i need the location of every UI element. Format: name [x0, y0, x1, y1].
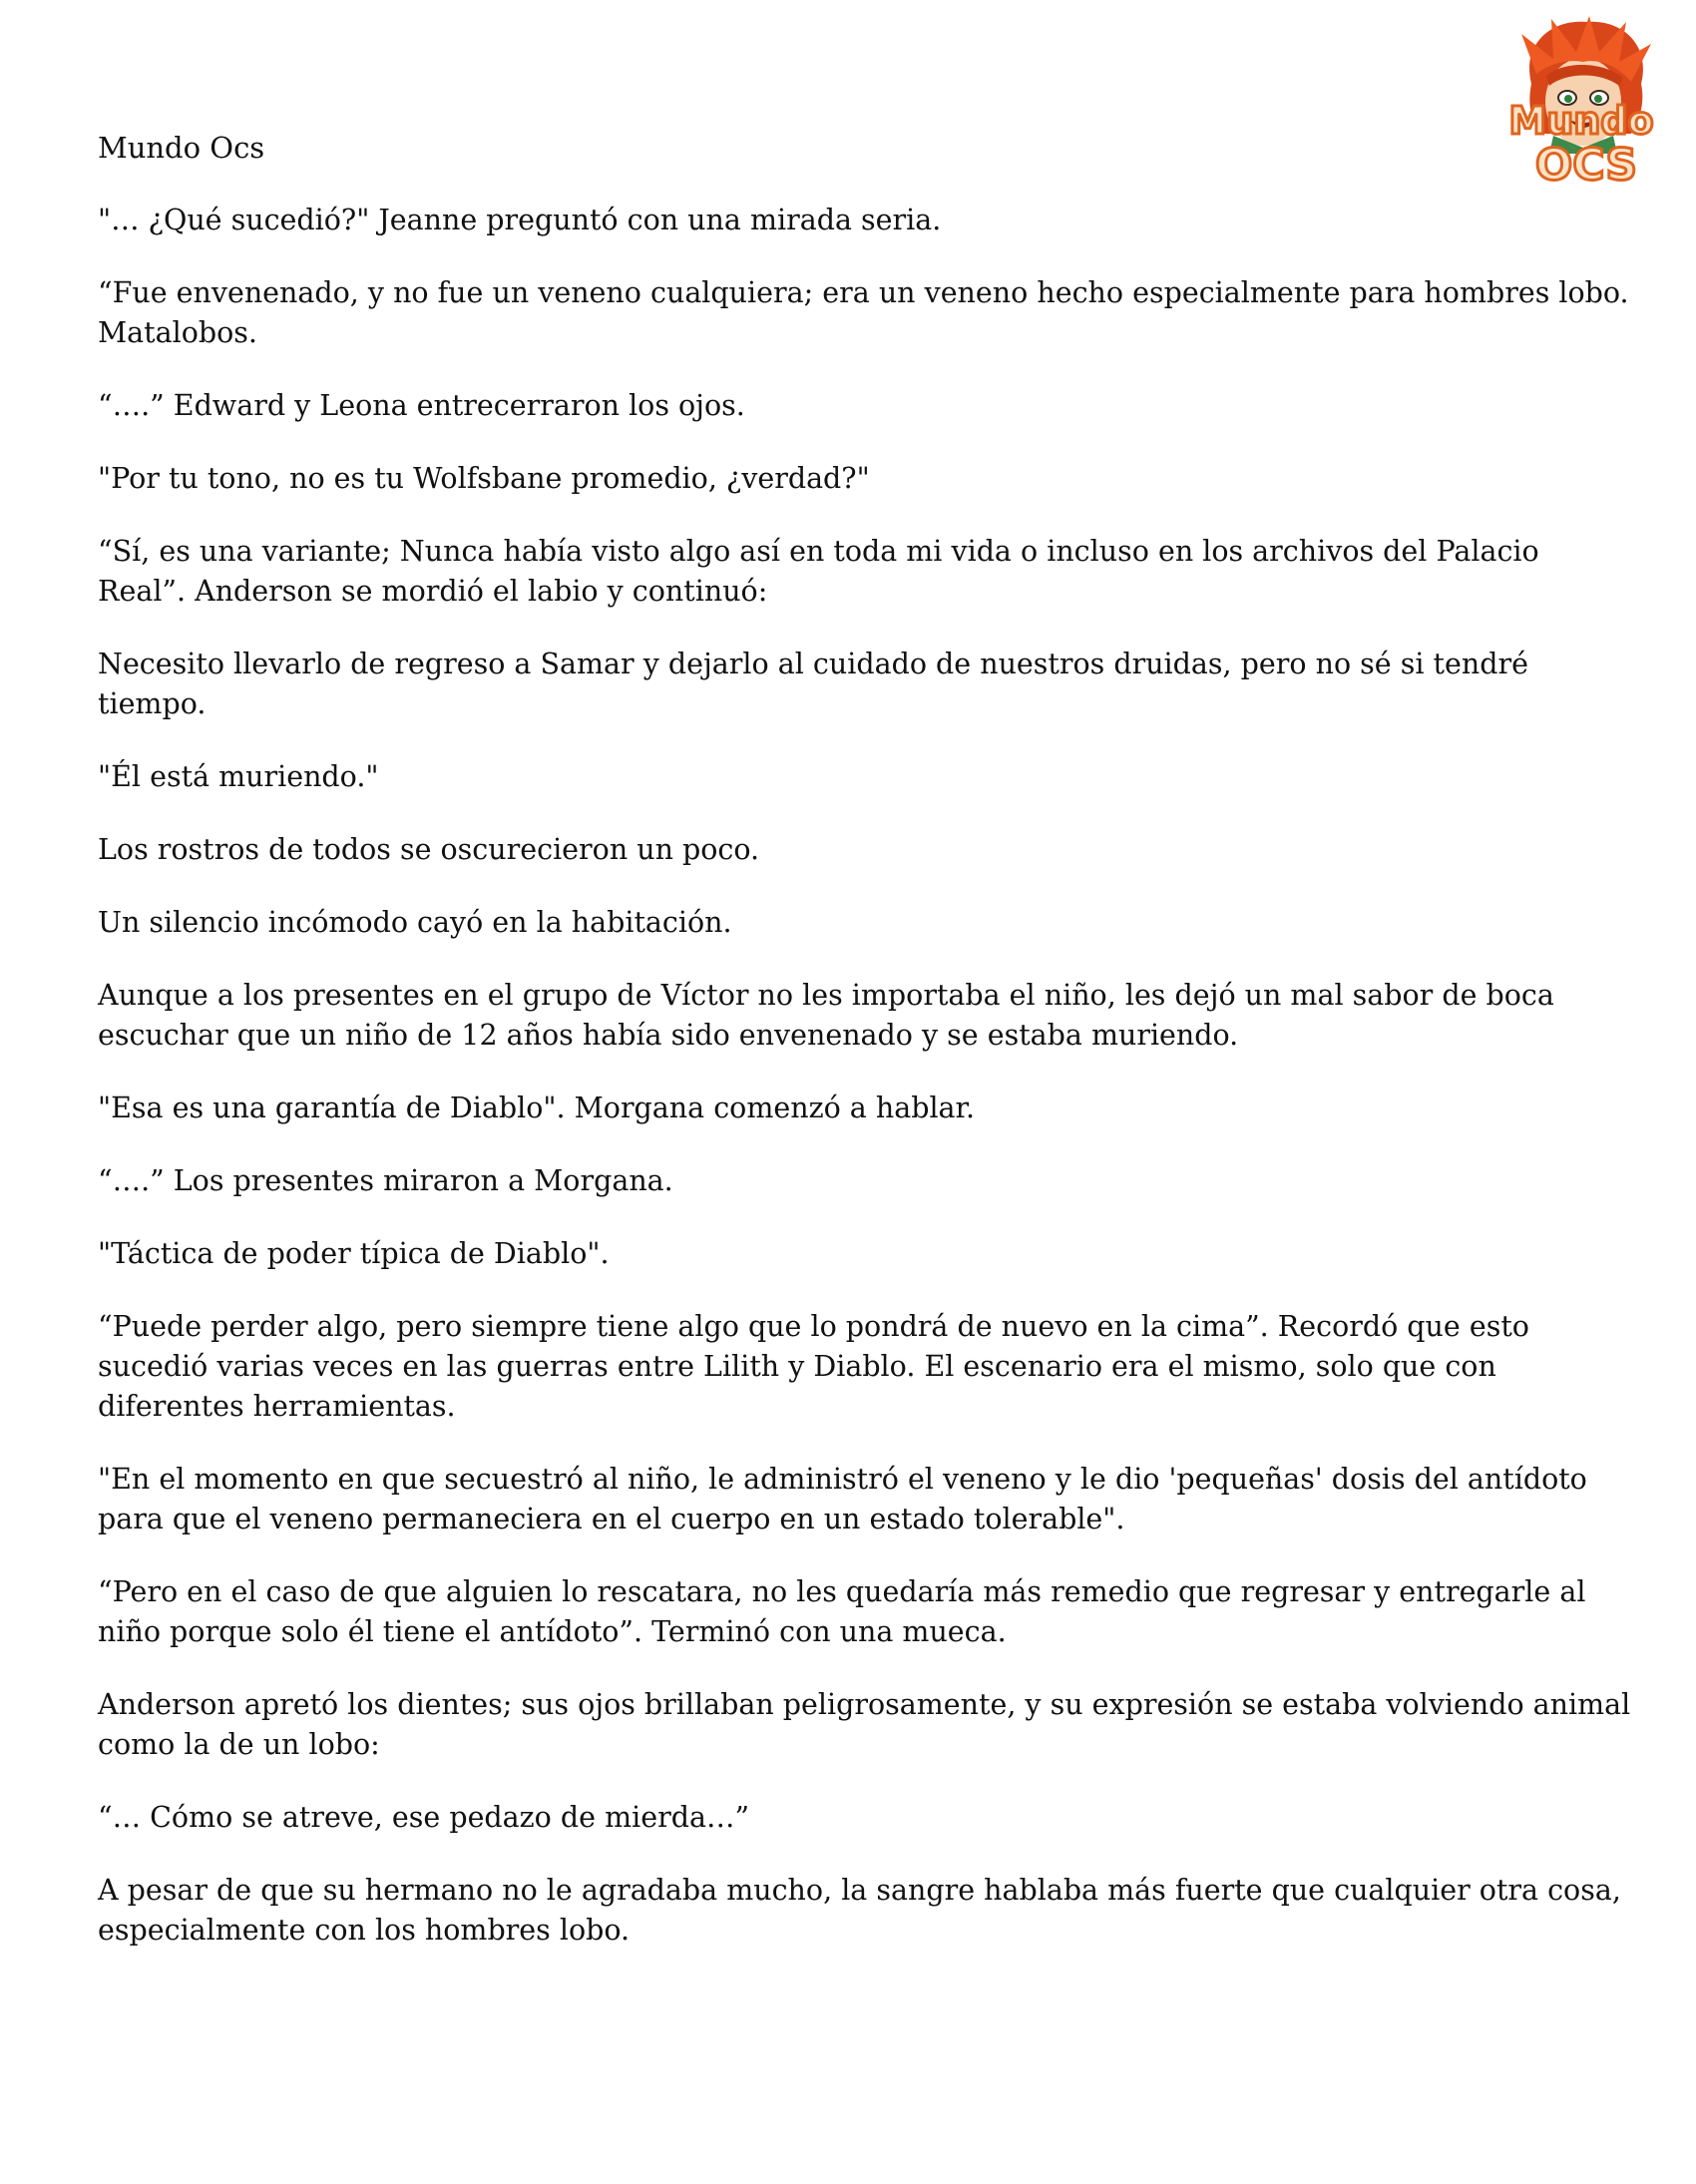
document-body [98, 201, 1634, 1983]
paragraph: "… ¿Qué sucedió?" Jeanne preguntó con una mirada seria. [98, 204, 942, 236]
paragraph: "Por tu tono, no es tu Wolfsbane promedio, ¿verdad?" [98, 462, 870, 495]
paragraph: Anderson apretó los dientes; sus ojos brillaban peligrosamente, y su expresión se estaba volviendo animal como la de un lobo: [98, 1688, 1631, 1761]
paragraph: "En el momento en que secuestró al niño, le administró el veneno y le dio 'pequeñas' dosis del antídoto para que el veneno permaneciera en el cuerpo en un estado tolerable". [98, 1463, 1587, 1535]
cartoon-redhead-mascot-icon [1491, 14, 1671, 190]
paragraph: "Esa es una garantía de Diablo". Morgana comenzó a hablar. [98, 1092, 976, 1124]
paragraph: “….” Los presentes miraron a Morgana. [98, 1164, 673, 1197]
paragraph: A pesar de que su hermano no le agradaba mucho, la sangre hablaba más fuerte que cualquier otra cosa, especialmente con los hombres lobo. [98, 1874, 1621, 1947]
logo-word-ocs: OCS [1534, 140, 1638, 190]
mundo-ocs-logo [1491, 14, 1671, 190]
paragraph: Los rostros de todos se oscurecieron un poco. [98, 833, 760, 866]
paragraph: “Fue envenenado, y no fue un veneno cualquiera; era un veneno hecho especialmente para hombres lobo. Matalobos. [98, 276, 1629, 349]
paragraph: "Él está muriendo." [98, 760, 379, 793]
paragraph: “….” Edward y Leona entrecerraron los ojos. [98, 389, 745, 422]
paragraph: “Sí, es una variante; Nunca había visto algo así en toda mi vida o incluso en los archivos del Palacio Real”. Anderson se mordió el labio y continuó: [98, 535, 1539, 608]
paragraph: "Táctica de poder típica de Diablo". [98, 1237, 610, 1270]
paragraph: Necesito llevarlo de regreso a Samar y dejarlo al cuidado de nuestros druidas, pero no sé si tendré tiempo. [98, 648, 1528, 720]
paragraph: Un silencio incómodo cayó en la habitación. [98, 906, 732, 939]
paragraph: “Puede perder algo, pero siempre tiene algo que lo pondrá de nuevo en la cima”. Recordó que esto sucedió varias veces en las guerras entre Lilith y Diablo. El escenario era el mismo, solo que con diferentes herramientas. [98, 1310, 1529, 1423]
paragraph: “Pero en el caso de que alguien lo rescatara, no les quedaría más remedio que regresar y entregarle al niño porque solo él tiene el antídoto”. Terminó con una mueca. [98, 1575, 1586, 1648]
logo-word-mundo: Mundo [1508, 99, 1654, 143]
paragraph: “… Cómo se atreve, ese pedazo de mierda…” [98, 1801, 750, 1834]
paragraph: Aunque a los presentes en el grupo de Víctor no les importaba el niño, les dejó un mal sabor de boca escuchar que un niño de 12 años había sido envenenado y se estaba muriendo. [98, 979, 1554, 1052]
page-header-title: Mundo Ocs [98, 131, 265, 165]
